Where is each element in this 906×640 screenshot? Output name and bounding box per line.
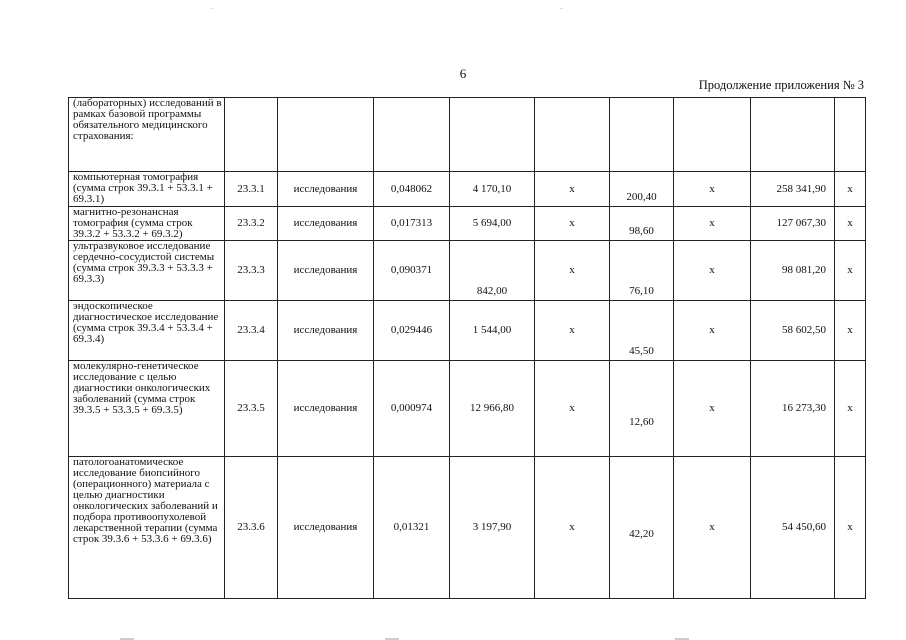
row-name: молекулярно-генетическое исследование с целью диагностики онкологических заболеваний (сумма строк 39.3.5 + 53.3.5 + 69.3.5) [69, 361, 225, 457]
row-col8: х [674, 241, 751, 301]
row-code [225, 98, 278, 172]
row-name: ультразвуковое исследование сердечно-сосудистой системы (сумма строк 39.3.3 + 53.3.3 + 69.3.3) [69, 241, 225, 301]
row-norm: 0,048062 [374, 172, 450, 207]
page-number: 6 [459, 66, 467, 81]
row-col8 [674, 98, 751, 172]
row-norm: 0,000974 [374, 361, 450, 457]
row-col9: 127 067,30 [751, 207, 835, 241]
row-col8: х [674, 172, 751, 207]
row-cost: 842,00 [450, 241, 535, 301]
row-col7: 42,20 [610, 457, 674, 599]
row-col6: х [535, 301, 610, 361]
row-col7 [610, 98, 674, 172]
appendix-continuation-note: Продолжение приложения № 3 [698, 78, 864, 92]
row-col6: х [535, 172, 610, 207]
row-name: патологоанатомическое исследование биопсийного (операционного) материала с целью диагностики онкологических заболеваний и подбора противоопухолевой лекарственной терапии (сумма строк 39.3.6 + 53.3.6 + 69.3.6) [69, 457, 225, 599]
row-cost: 12 966,80 [450, 361, 535, 457]
table-row [69, 207, 866, 241]
row-code: 23.3.5 [225, 361, 278, 457]
row-col6 [535, 98, 610, 172]
row-code: 23.3.6 [225, 457, 278, 599]
row-cost: 5 694,00 [450, 207, 535, 241]
row-name: магнитно-резонансная томография (сумма строк 39.3.2 + 53.3.2 + 69.3.2) [69, 207, 225, 241]
row-cost: 3 197,90 [450, 457, 535, 599]
row-unit: исследования [278, 207, 374, 241]
row-col9: 58 602,50 [751, 301, 835, 361]
row-col7: 12,60 [610, 361, 674, 457]
scan-artifact [560, 8, 563, 9]
row-col6: х [535, 207, 610, 241]
row-norm: 0,01321 [374, 457, 450, 599]
row-unit: исследования [278, 172, 374, 207]
row-col10: х [835, 361, 866, 457]
table-row [69, 301, 866, 361]
row-col8: х [674, 207, 751, 241]
row-name: компьютерная томография (сумма строк 39.3.1 + 53.3.1 + 69.3.1) [69, 172, 225, 207]
row-col9: 258 341,90 [751, 172, 835, 207]
row-col10 [835, 98, 866, 172]
row-col10: х [835, 241, 866, 301]
table-row [69, 361, 866, 457]
row-col10: х [835, 207, 866, 241]
row-col7: 45,50 [610, 301, 674, 361]
row-cost [450, 98, 535, 172]
row-col7: 76,10 [610, 241, 674, 301]
table-row [69, 172, 866, 207]
row-cost: 1 544,00 [450, 301, 535, 361]
row-col8: х [674, 361, 751, 457]
row-cost: 4 170,10 [450, 172, 535, 207]
row-col9 [751, 98, 835, 172]
row-col8: х [674, 457, 751, 599]
row-col6: х [535, 361, 610, 457]
row-col7: 98,60 [610, 207, 674, 241]
table-row [69, 457, 866, 599]
row-col10: х [835, 457, 866, 599]
row-col6: х [535, 457, 610, 599]
scan-artifact [210, 8, 213, 9]
row-unit: исследования [278, 361, 374, 457]
row-code: 23.3.4 [225, 301, 278, 361]
table-row [69, 241, 866, 301]
row-unit: исследования [278, 241, 374, 301]
row-col6: х [535, 241, 610, 301]
row-name: (лабораторных) исследований в рамках базовой программы обязательного медицинского страхования: [69, 98, 225, 172]
row-code: 23.3.2 [225, 207, 278, 241]
row-col9: 98 081,20 [751, 241, 835, 301]
row-col8: х [674, 301, 751, 361]
row-unit [278, 98, 374, 172]
row-norm: 0,029446 [374, 301, 450, 361]
row-norm: 0,017313 [374, 207, 450, 241]
row-name: эндоскопическое диагностическое исследование (сумма строк 39.3.4 + 53.3.4 + 69.3.4) [69, 301, 225, 361]
row-col9: 16 273,30 [751, 361, 835, 457]
row-norm: 0,090371 [374, 241, 450, 301]
row-norm [374, 98, 450, 172]
table-row [69, 98, 866, 172]
row-col10: х [835, 301, 866, 361]
row-code: 23.3.3 [225, 241, 278, 301]
row-col9: 54 450,60 [751, 457, 835, 599]
row-unit: исследования [278, 457, 374, 599]
row-col10: х [835, 172, 866, 207]
financing-table [68, 97, 866, 599]
row-code: 23.3.1 [225, 172, 278, 207]
row-unit: исследования [278, 301, 374, 361]
row-col7: 200,40 [610, 172, 674, 207]
